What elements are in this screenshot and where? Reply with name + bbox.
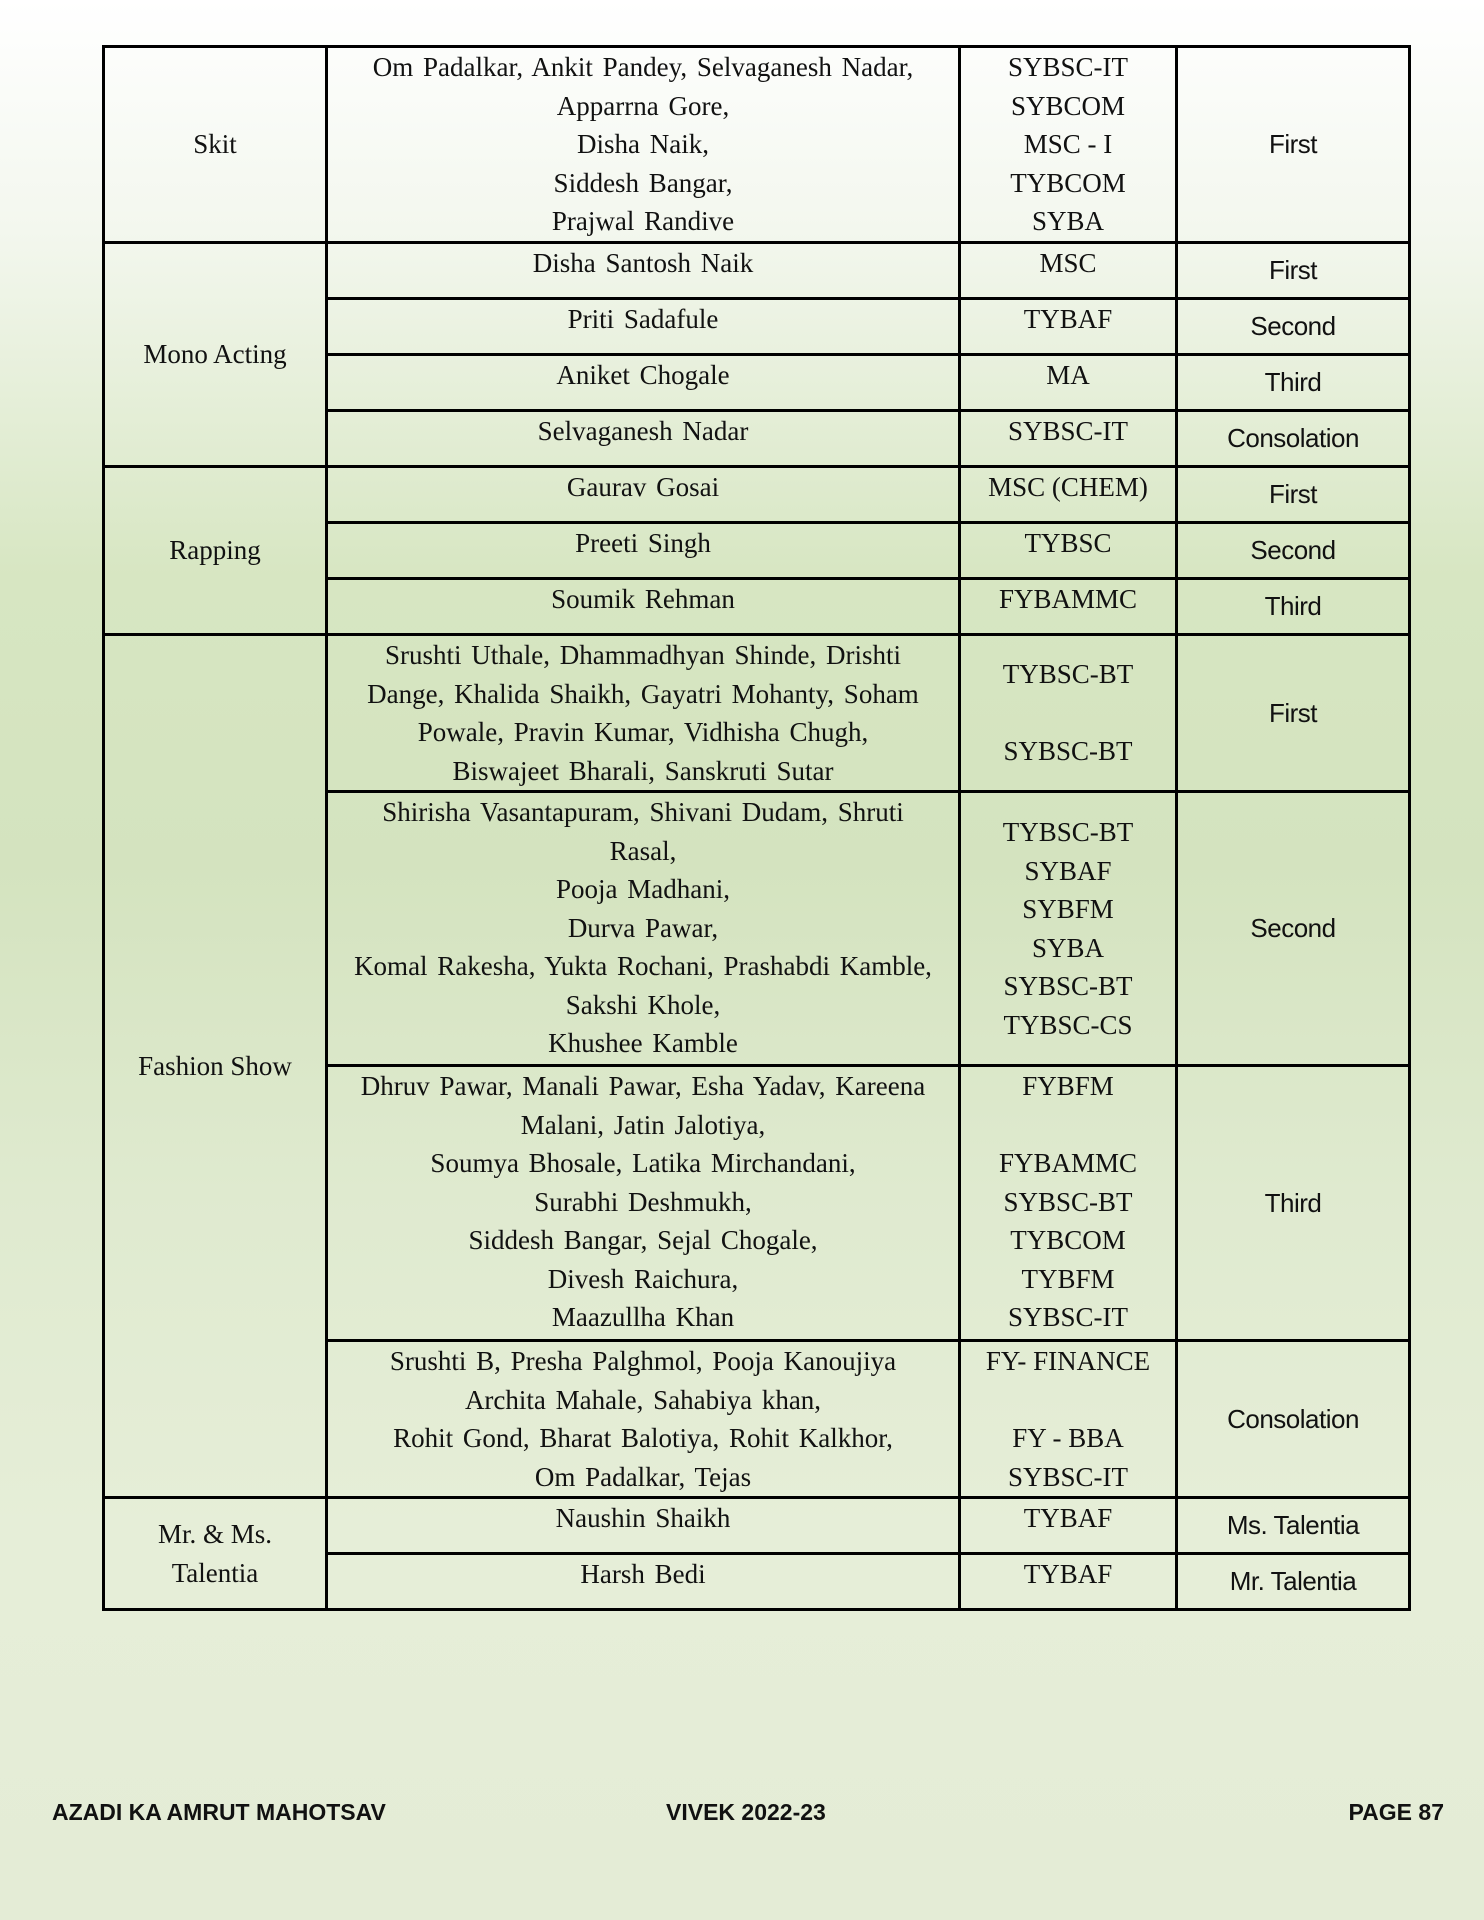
participant-names: Priti Sadafule [327,299,960,355]
prize-cell: First [1177,243,1410,299]
class-list: TYBSC-BT SYBSC-BT [960,635,1177,792]
class-list: MA [960,355,1177,411]
participant-names: Dhruv Pawar, Manali Pawar, Esha Yadav, Kareena Malani, Jatin Jalotiya, Soumya Bhosale, Latika Mirchandani, Surabhi Deshmukh, Siddesh Bangar, Sejal Chogale, Divesh Raichura, Maazullha Khan [327,1066,960,1341]
prize-cell: First [1177,467,1410,523]
participant-names: Aniket Chogale [327,355,960,411]
prize-cell: Third [1177,579,1410,635]
event-fashion-show: Fashion Show [104,635,327,1498]
class-list: SYBSC-IT [960,411,1177,467]
prize-cell: First [1177,635,1410,792]
participant-names: Shirisha Vasantapuram, Shivani Dudam, Shruti Rasal, Pooja Madhani, Durva Pawar, Komal Rakesha, Yukta Rochani, Prashabdi Kamble, Sakshi Khole, Khushee Kamble [327,792,960,1066]
class-list: FY- FINANCE FY - BBA SYBSC-IT [960,1341,1177,1498]
event-mono-acting: Mono Acting [104,243,327,467]
participant-names: Preeti Singh [327,523,960,579]
class-list: FYBAMMC [960,579,1177,635]
class-list: SYBSC-IT SYBCOM MSC - I TYBCOM SYBA [960,47,1177,243]
results-table [102,45,1411,1611]
footer-center: VIVEK 2022-23 [666,1799,826,1825]
table-row [104,1498,1410,1554]
prize-cell: Second [1177,792,1410,1066]
prize-cell: First [1177,47,1410,243]
class-list: TYBAF [960,299,1177,355]
event-rapping: Rapping [104,467,327,635]
table-row [104,467,1410,523]
participant-names: Om Padalkar, Ankit Pandey, Selvaganesh Nadar, Apparrna Gore, Disha Naik, Siddesh Bangar, Prajwal Randive [327,47,960,243]
class-list: TYBAF [960,1554,1177,1610]
class-list: FYBFM FYBAMMC SYBSC-BT TYBCOM TYBFM SYBSC-IT [960,1066,1177,1341]
participant-names: Srushti Uthale, Dhammadhyan Shinde, Drishti Dange, Khalida Shaikh, Gayatri Mohanty, Soham Powale, Pravin Kumar, Vidhisha Chugh, Biswajeet Bharali, Sanskruti Sutar [327,635,960,792]
participant-names: Naushin Shaikh [327,1498,960,1554]
table-row [104,243,1410,299]
prize-cell: Ms. Talentia [1177,1498,1410,1554]
page-footer [0,1799,1484,1833]
participant-names: Harsh Bedi [327,1554,960,1610]
prize-cell: Second [1177,523,1410,579]
class-list: TYBSC-BT SYBAF SYBFM SYBA SYBSC-BT TYBSC-CS [960,792,1177,1066]
class-list: MSC (CHEM) [960,467,1177,523]
prize-cell: Second [1177,299,1410,355]
prize-cell: Third [1177,355,1410,411]
prize-cell: Third [1177,1066,1410,1341]
event-skit: Skit [104,47,327,243]
participant-names: Selvaganesh Nadar [327,411,960,467]
participant-names: Gaurav Gosai [327,467,960,523]
class-list: MSC [960,243,1177,299]
participant-names: Disha Santosh Naik [327,243,960,299]
participant-names: Srushti B, Presha Palghmol, Pooja Kanoujiya Archita Mahale, Sahabiya khan, Rohit Gond, Bharat Balotiya, Rohit Kalkhor, Om Padalkar, Tejas [327,1341,960,1498]
footer-left: AZADI KA AMRUT MAHOTSAV [52,1799,386,1825]
prize-cell: Mr. Talentia [1177,1554,1410,1610]
class-list: TYBAF [960,1498,1177,1554]
class-list: TYBSC [960,523,1177,579]
table-row [104,635,1410,792]
prize-cell: Consolation [1177,1341,1410,1498]
prize-cell: Consolation [1177,411,1410,467]
footer-page-number: PAGE 87 [1348,1799,1444,1825]
event-mr-ms-talentia: Mr. & Ms. Talentia [104,1498,327,1610]
table-row [104,47,1410,243]
participant-names: Soumik Rehman [327,579,960,635]
